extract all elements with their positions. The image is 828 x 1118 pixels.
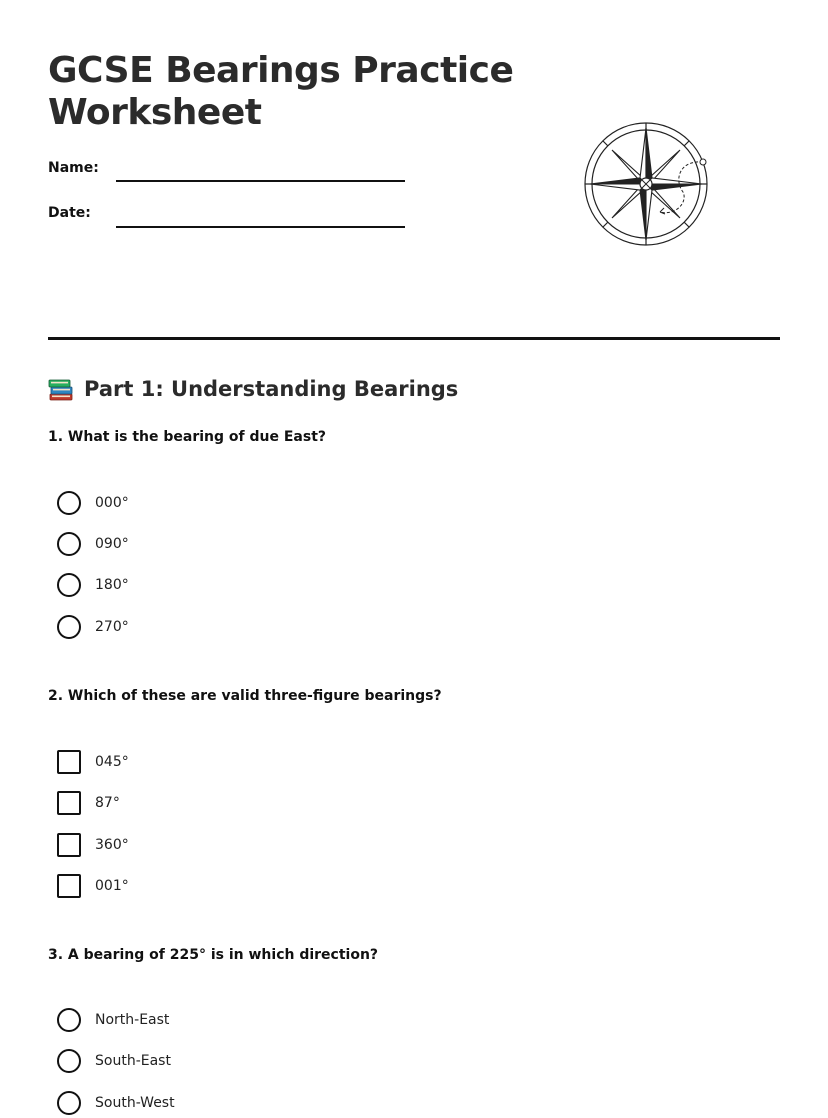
q3-option-2[interactable] xyxy=(57,1048,171,1074)
option-label: South-West xyxy=(95,1095,175,1111)
name-field[interactable] xyxy=(116,180,405,182)
radio-button[interactable] xyxy=(57,491,81,515)
option-label: 000° xyxy=(95,495,129,511)
q3-option-1[interactable] xyxy=(57,1007,169,1033)
q3-option-3[interactable] xyxy=(57,1090,175,1116)
date-label: Date: xyxy=(48,205,91,221)
radio-button[interactable] xyxy=(57,573,81,597)
question-3: 3. A bearing of 225° is in which direction? xyxy=(48,947,379,963)
radio-button[interactable] xyxy=(57,1049,81,1073)
option-label: 090° xyxy=(95,536,129,552)
part-1-title: Part 1: Understanding Bearings xyxy=(84,377,459,401)
question-1: 1. What is the bearing of due East? xyxy=(48,429,327,445)
question-2: 2. Which of these are valid three-figure bearings? xyxy=(48,688,442,704)
q2-option-1[interactable] xyxy=(57,749,129,775)
page-title: GCSE Bearings Practice Worksheet xyxy=(48,50,514,133)
date-field[interactable] xyxy=(116,226,405,228)
checkbox[interactable] xyxy=(57,874,81,898)
checkbox[interactable] xyxy=(57,750,81,774)
q2-option-2[interactable] xyxy=(57,790,120,816)
section-divider xyxy=(48,337,780,340)
option-label: 180° xyxy=(95,577,129,593)
q1-option-2[interactable] xyxy=(57,531,129,557)
option-label: North-East xyxy=(95,1012,170,1028)
name-label: Name: xyxy=(48,160,99,176)
books-icon xyxy=(48,376,74,402)
radio-button[interactable] xyxy=(57,532,81,556)
option-label: 001° xyxy=(95,878,129,894)
part-1-heading xyxy=(48,374,458,404)
compass-rose-icon xyxy=(584,120,710,248)
q1-option-4[interactable] xyxy=(57,614,129,640)
q2-option-3[interactable] xyxy=(57,832,129,858)
q2-option-4[interactable] xyxy=(57,873,129,899)
option-label: 045° xyxy=(95,754,129,770)
option-label: 87° xyxy=(95,795,120,811)
q1-option-1[interactable] xyxy=(57,490,129,516)
radio-button[interactable] xyxy=(57,615,81,639)
option-label: 360° xyxy=(95,837,129,853)
option-label: South-East xyxy=(95,1053,171,1069)
option-label: 270° xyxy=(95,619,129,635)
radio-button[interactable] xyxy=(57,1091,81,1115)
checkbox[interactable] xyxy=(57,833,81,857)
radio-button[interactable] xyxy=(57,1008,81,1032)
q1-option-3[interactable] xyxy=(57,572,129,598)
checkbox[interactable] xyxy=(57,791,81,815)
